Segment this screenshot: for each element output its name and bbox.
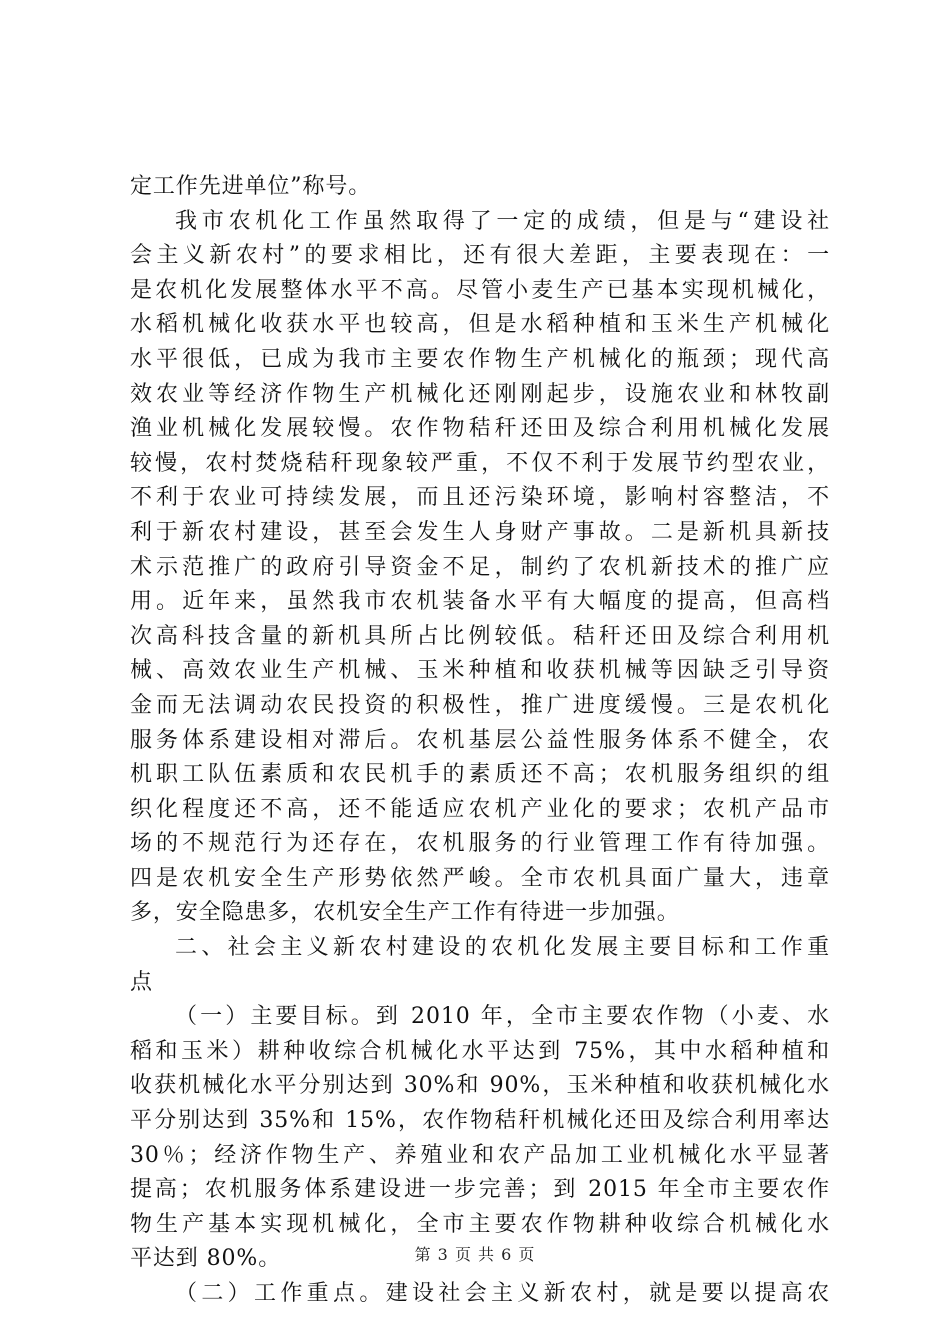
text-line: 平达到 80%。 (130, 1246, 282, 1272)
text-line: 多，安全隐患多，农机安全生产工作有待进一步加强。 (130, 900, 680, 926)
text-line: 较慢，农村焚烧秸秆现象较严重，不仅不利于发展节约型农业， (130, 450, 830, 476)
text-line: 是农机化发展整体水平不高。尽管小麦生产已基本实现机械化， (130, 277, 830, 303)
text-line: 30％；经济作物生产、养殖业和农产品加工业机械化水平显著 (130, 1142, 830, 1168)
text-line: 渔业机械化发展较慢。农作物秸秆还田及综合利用机械化发展 (130, 416, 830, 442)
text-line: 织化程度还不高，还不能适应农机产业化的要求；农机产品市 (130, 796, 830, 822)
text-line: 提高；农机服务体系建设进一步完善；到 2015 年全市主要农作 (130, 1177, 830, 1203)
text-line: 效农业等经济作物生产机械化还刚刚起步，设施农业和林牧副 (130, 381, 830, 407)
text-line: 收获机械化水平分别达到 30%和 90%，玉米种植和收获机械化水 (130, 1073, 830, 1099)
text-line: 平分别达到 35%和 15%，农作物秸秆机械化还田及综合利用率达 (130, 1108, 830, 1134)
text-line: 金而无法调动农民投资的积极性，推广进度缓慢。三是农机化 (130, 692, 830, 718)
text-line: 会主义新农村”的要求相比，还有很大差距，主要表现在：一 (130, 243, 830, 269)
text-line: （二）工作重点。建设社会主义新农村，就是要以提高农 (175, 1281, 830, 1306)
text-line: 水平很低，已成为我市主要农作物生产机械化的瓶颈；现代高 (130, 346, 830, 372)
text-line: 定工作先进单位”称号。 (130, 174, 372, 199)
text-line: 物生产基本实现机械化，全市主要农作物耕种收综合机械化水 (130, 1211, 830, 1237)
page-footer: 第 3 页 共 6 页 (414, 1245, 536, 1264)
text-line: 稻和玉米）耕种收综合机械化水平达到 75%，其中水稻种植和 (130, 1038, 830, 1064)
section-heading: 点 (130, 969, 153, 995)
text-line: 不利于农业可持续发展，而且还污染环境，影响村容整洁，不 (130, 485, 830, 511)
text-line: 次高科技含量的新机具所占比例较低。秸秆还田及综合利用机 (130, 623, 830, 649)
text-line: 械、高效农业生产机械、玉米种植和收获机械等因缺乏引导资 (130, 658, 830, 684)
text-line: （一）主要目标。到 2010 年，全市主要农作物（小麦、水 (175, 1004, 830, 1030)
text-line: 我市农机化工作虽然取得了一定的成绩，但是与“建设社 (175, 208, 830, 234)
text-line: 服务体系建设相对滞后。农机基层公益性服务体系不健全，农 (130, 727, 830, 753)
body-text (130, 170, 830, 1312)
text-line: 四是农机安全生产形势依然严峻。全市农机具面广量大，违章 (130, 865, 830, 891)
text-line: 术示范推广的政府引导资金不足，制约了农机新技术的推广应 (130, 554, 830, 580)
text-line: 场的不规范行为还存在，农机服务的行业管理工作有待加强。 (130, 831, 830, 857)
text-line: 用。近年来，虽然我市农机装备水平有大幅度的提高，但高档 (130, 589, 830, 615)
text-line: 机职工队伍素质和农民机手的素质还不高；农机服务组织的组 (130, 762, 830, 788)
section-heading: 二、社会主义新农村建设的农机化发展主要目标和工作重 (175, 935, 830, 961)
text-line: 水稻机械化收获水平也较高，但是水稻种植和玉米生产机械化 (130, 312, 830, 338)
text-line: 利于新农村建设，甚至会发生人身财产事故。二是新机具新技 (130, 519, 830, 545)
